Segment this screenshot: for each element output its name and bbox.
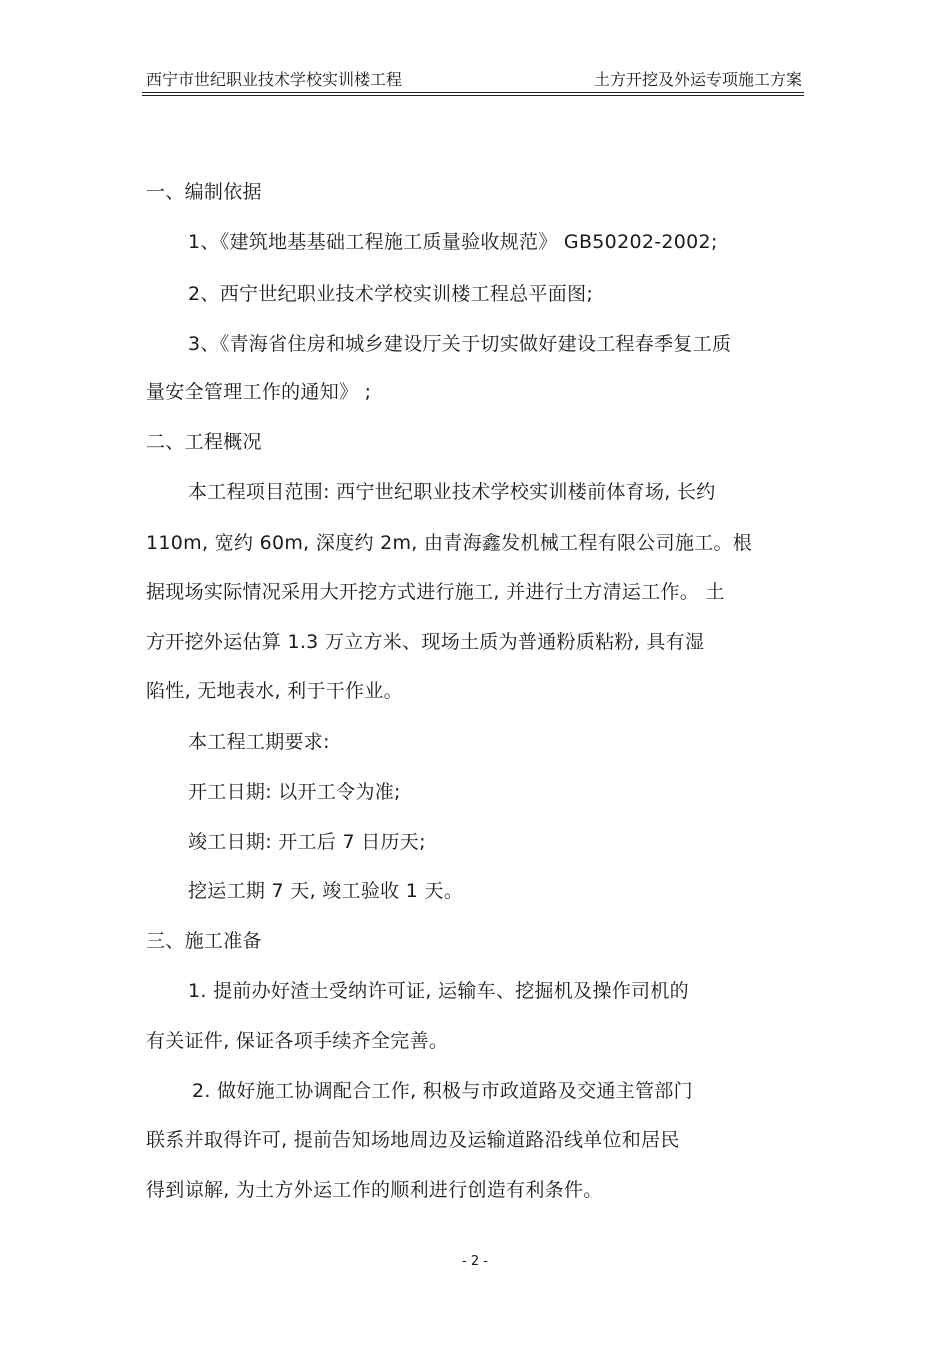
section-heading-preparation: 三、施工准备 [146,930,262,952]
header-rule-top [142,92,804,93]
basis-item-1: 1、《建筑地基基础工程施工质量验收规范》 GB50202-2002; [188,231,718,253]
preparation-item-2: 2. 做好施工协调配合工作, 积极与市政道路及交通主管部门 [192,1080,693,1102]
schedule-heading: 本工程工期要求: [188,731,330,753]
page-number: - 2 - [462,1254,488,1269]
preparation-item-1: 1. 提前办好渣土受纳许可证, 运输车、挖掘机及操作司机的 [188,980,689,1002]
overview-para-line-4: 方开挖外运估算 1.3 万立方米、现场土质为普通粉质粘粉, 具有湿 [146,631,705,653]
basis-item-3-cont: 量安全管理工作的通知》 ; [146,381,372,403]
schedule-start-date: 开工日期: 以开工令为准; [188,781,401,803]
overview-para-line-5: 陷性, 无地表水, 利于干作业。 [146,680,403,702]
section-heading-basis: 一、编制依据 [146,181,262,203]
section-heading-overview: 二、工程概况 [146,431,262,453]
header-document-title: 土方开挖及外运专项施工方案 [593,70,802,89]
overview-para-line-2: 110m, 宽约 60m, 深度约 2m, 由青海鑫发机械工程有限公司施工。根 [146,532,753,554]
overview-para-line-3: 据现场实际情况采用大开挖方式进行施工, 并进行土方清运工作。 土 [146,581,725,603]
preparation-item-2-cont-2: 得到谅解, 为土方外运工作的顺利进行创造有利条件。 [146,1179,603,1201]
basis-item-2: 2、西宁世纪职业技术学校实训楼工程总平面图; [188,283,594,305]
schedule-durations: 挖运工期 7 天, 竣工验收 1 天。 [188,880,464,902]
preparation-item-1-cont: 有关证件, 保证各项手续齐全完善。 [146,1030,449,1052]
overview-para-line-1: 本工程项目范围: 西宁世纪职业技术学校实训楼前体育场, 长约 [188,481,716,503]
header-project-title: 西宁市世纪职业技术学校实训楼工程 [146,70,403,89]
preparation-item-2-cont-1: 联系并取得许可, 提前告知场地周边及运输道路沿线单位和居民 [146,1129,680,1151]
header-rule-bottom [142,95,804,96]
schedule-completion-date: 竣工日期: 开工后 7 日历天; [188,831,426,853]
basis-item-3: 3、《青海省住房和城乡建设厅关于切实做好建设工程春季复工质 [188,333,732,355]
